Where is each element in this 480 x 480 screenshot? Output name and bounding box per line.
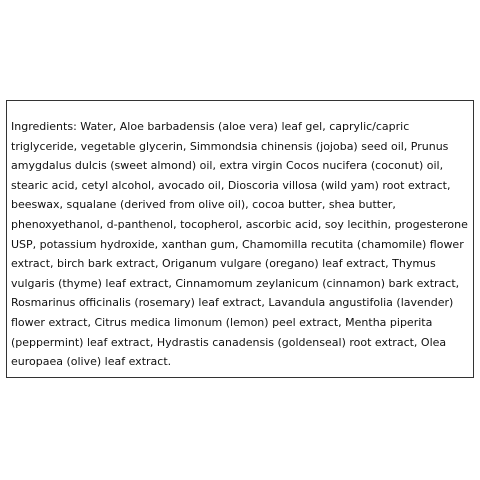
ingredients-text: Ingredients: Water, Aloe barbadensis (aloe vera) leaf gel, caprylic/capric triglyceride, vegetable glycerin, Simmondsia chinensis (jojoba) seed oil, Prunus amygdalus dulcis (sweet almond) oil, extra virgin Cocos nucifera (coconut) oil, stearic acid, cetyl alcohol, avocado oil, Dioscoria villosa (wild yam) root extract, beeswax, squalane (derived from olive oil), cocoa butter, shea butter, phenoxyethanol, d-panthenol, tocopherol, ascorbic acid, soy lecithin, progesterone USP, potassium hydroxide, xanthan gum, Chamomilla recutita (chamomile) flower extract, birch bark extract, Origanum vulgare (oregano) leaf extract, Thymus vulgaris (thyme) leaf extract, Cinnamomum zeylanicum (cinnamon) bark extract, Rosmarinus officinalis (rosemary) leaf extract, Lavandula angustifolia (lavender) flower extract, Citrus medica limonum (lemon) peel extract, Mentha piperita (peppermint) leaf extract, Hydrastis canadensis (goldenseal) root extract, Olea europaea (olive) leaf extract. <box>11 120 468 369</box>
ingredients-panel <box>6 100 474 378</box>
